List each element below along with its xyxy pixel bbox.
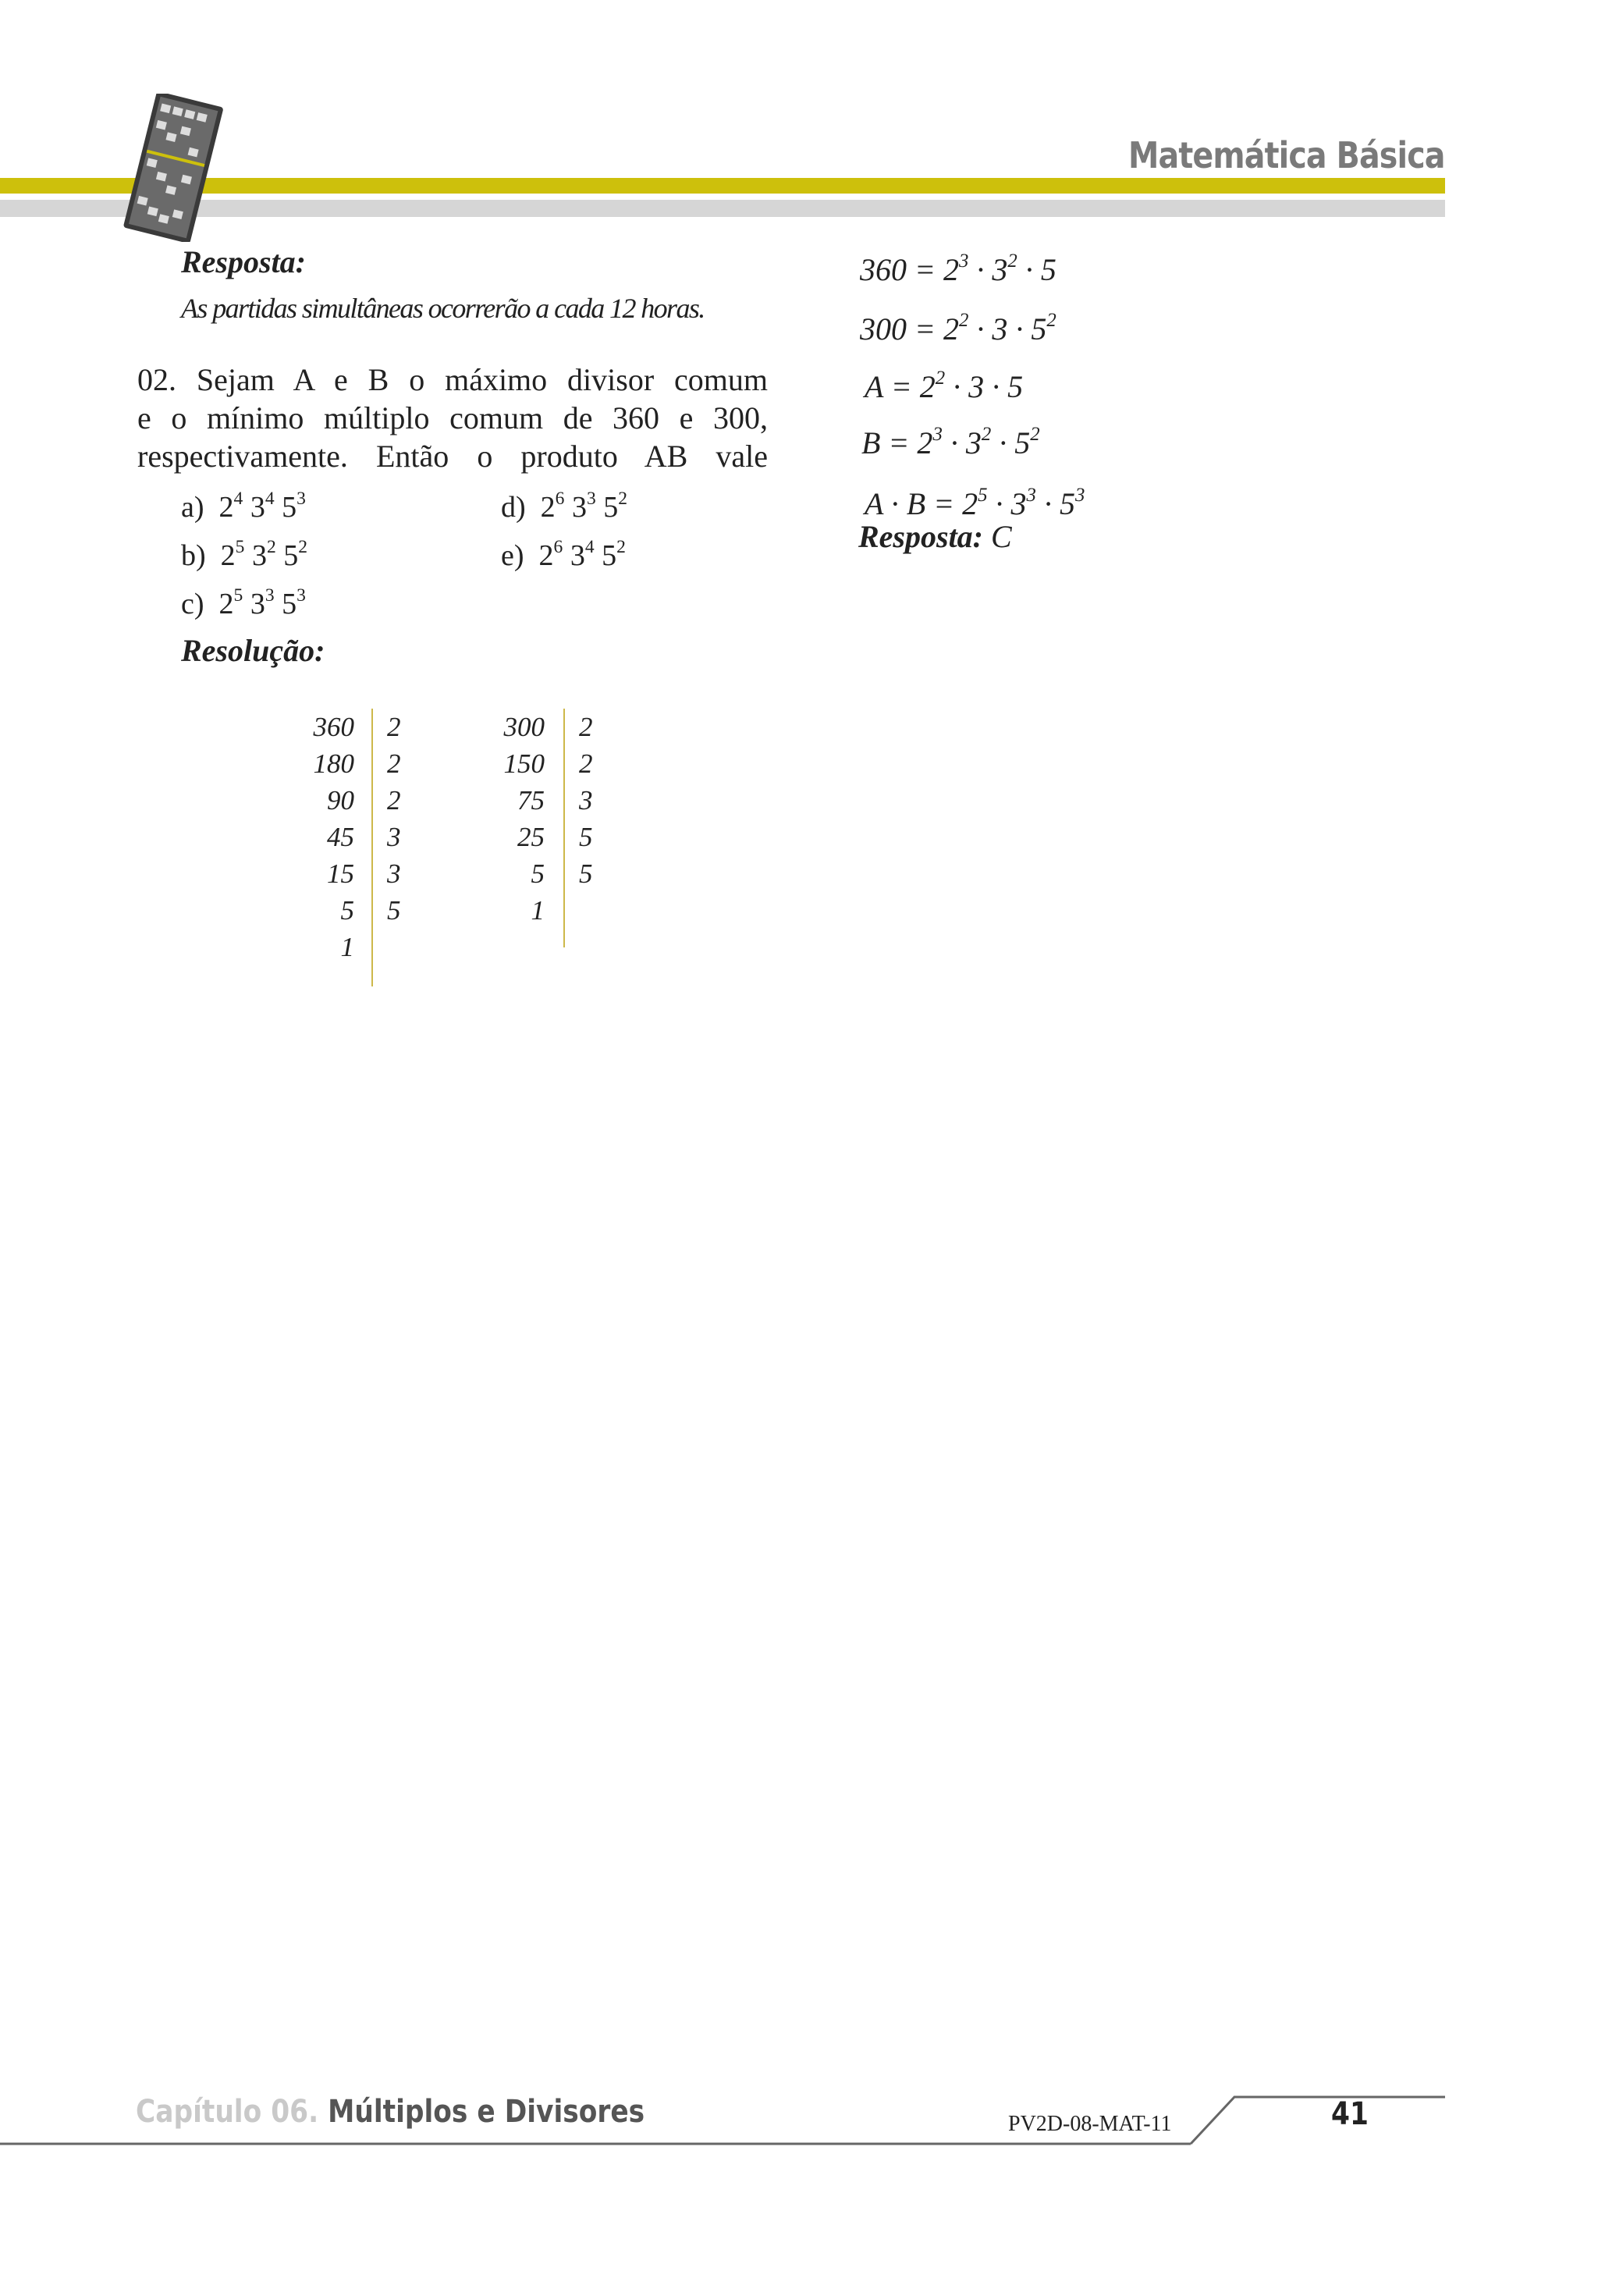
table-factor: 3 (387, 822, 401, 852)
option-letter: a) (181, 491, 204, 524)
option-c: c) $2^5$ $3^3$ $5^3$ (181, 585, 306, 620)
table-number: 150 (503, 748, 545, 779)
table-number: 25 (517, 822, 545, 852)
abacus-icon (117, 94, 226, 242)
table-factor: 5 (387, 895, 401, 926)
footer-chapter-number: Capítulo 06. (136, 2094, 319, 2130)
page-number: 41 (1331, 2096, 1369, 2132)
table-number: 5 (340, 895, 354, 926)
table-factor: 2 (579, 712, 593, 742)
question-line: e o mínimo múltiplo comum de 360 e 300, (137, 400, 768, 435)
equation-a: $A = 2^2 \cdot 3 \cdot 5$ (865, 368, 1024, 404)
table-factor: 2 (387, 785, 401, 816)
question-2-text (137, 361, 768, 475)
table-number: 1 (531, 895, 545, 926)
table-number: 300 (503, 712, 545, 742)
question-line: respectivamente. Então o produto AB vale (137, 439, 768, 474)
table-number: 360 (313, 712, 354, 742)
table-factor: 5 (579, 858, 593, 889)
footer-chapter-title: Múltiplos e Divisores (328, 2094, 645, 2130)
table-factor: 3 (387, 858, 401, 889)
table-number: 75 (517, 785, 545, 816)
table-number: 180 (313, 748, 354, 779)
footer-chapter (136, 2094, 645, 2130)
final-answer-label: Resposta: (858, 519, 983, 554)
footer-code: PV2D-08-MAT-11 (1008, 2112, 1172, 2136)
option-a: a) $2^4$ $3^4$ $5^3$ (181, 489, 306, 524)
table-factor: 2 (387, 712, 401, 742)
option-e: e) $2^6$ $3^4$ $5^2$ (501, 537, 626, 572)
table-number: 5 (531, 858, 545, 889)
table-number: 45 (327, 822, 354, 852)
equation-300: $300 = 2^2 \cdot 3 \cdot 5^2$ (860, 310, 1056, 347)
final-answer-value: C (983, 519, 1012, 554)
table-factor: 2 (387, 748, 401, 779)
equation-360: $360 = 2^3 \cdot 3^2 \cdot 5$ (860, 251, 1056, 287)
table-number: 15 (327, 858, 354, 889)
answer-text: As partidas simultâneas ocorrerão a cada 12 horas. (181, 293, 705, 324)
option-letter: b) (181, 539, 206, 572)
table-number: 90 (327, 785, 354, 816)
resolution-label: Resolução: (181, 633, 325, 668)
table-number: 1 (340, 932, 354, 962)
option-b: b) $2^5$ $3^2$ $5^2$ (181, 537, 307, 572)
table-divider (371, 709, 373, 986)
final-answer (858, 518, 1012, 555)
table-factor: 3 (579, 785, 593, 816)
option-d: d) $2^6$ $3^3$ $5^2$ (501, 489, 627, 524)
equation-b: $B = 2^3 \cdot 3^2 \cdot 5^2$ (861, 424, 1040, 460)
option-letter: c) (181, 588, 204, 620)
header-title: Matemática Básica (1128, 134, 1445, 176)
option-letter: e) (501, 539, 524, 572)
equation-ab: $A \cdot B = 2^5 \cdot 3^3 \cdot 5^3$ (865, 485, 1085, 521)
option-letter: d) (501, 491, 526, 524)
answer-label: Resposta: (181, 244, 306, 279)
table-divider (563, 709, 565, 947)
question-line: 02. Sejam A e B o máximo divisor comum (137, 362, 768, 397)
table-factor: 2 (579, 748, 593, 779)
table-factor: 5 (579, 822, 593, 852)
